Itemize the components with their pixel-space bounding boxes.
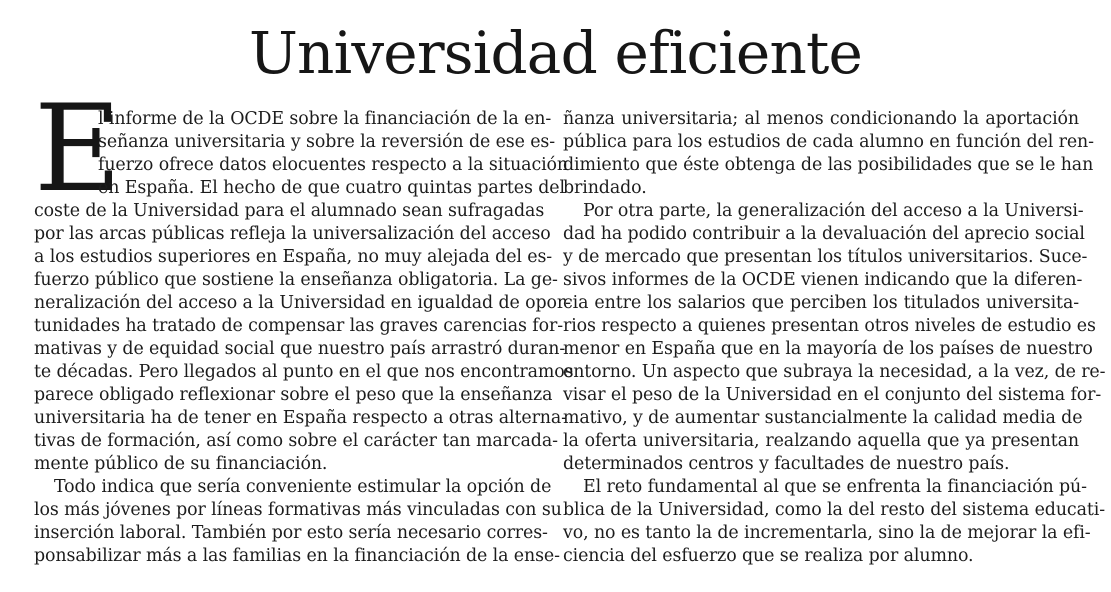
text-line: determinados centros y facultades de nuestro país. (563, 454, 1010, 474)
text-line: neralización del acceso a la Universidad en igualdad de opor- (34, 293, 571, 313)
text-line: Todo indica que sería conveniente estimular la opción de (54, 477, 552, 497)
text-line: ponsabilizar más a las familias en la financiación de la ense- (34, 546, 560, 566)
text-line: coste de la Universidad para el alumnado sean sufragadas (34, 201, 545, 221)
text-line: brindado. (563, 178, 647, 198)
text-line: mativo, y de aumentar sustancialmente la calidad media de (563, 408, 1083, 428)
text-line: universitaria ha de tener en España respecto a otras alterna- (34, 408, 567, 428)
text-line: en España. El hecho de que cuatro quintas partes del (98, 178, 565, 198)
text-line: dad ha podido contribuir a la devaluación del aprecio social (563, 224, 1085, 244)
text-line: ñanza universitaria; al menos condicionando la aportación (563, 109, 1079, 129)
text-line: te décadas. Pero llegados al punto en el que nos encontramos (34, 362, 574, 382)
text-line: fuerzo ofrece datos elocuentes respecto a la situación (98, 155, 569, 175)
article-title: Universidad eficiente (248, 19, 863, 87)
text-line: dimiento que éste obtenga de las posibilidades que se le han (563, 155, 1094, 175)
text-line: menor en España que en la mayoría de los países de nuestro (563, 339, 1093, 359)
text-line: mativas y de equidad social que nuestro país arrastró duran- (34, 339, 566, 359)
text-line: la oferta universitaria, realzando aquella que ya presentan (563, 431, 1079, 451)
text-line: vo, no es tanto la de incrementarla, sino la de mejorar la efi- (563, 523, 1091, 543)
text-line: sivos informes de la OCDE vienen indicando que la diferen- (563, 270, 1083, 290)
text-line: visar el peso de la Universidad en el conjunto del sistema for- (563, 385, 1102, 405)
text-line: y de mercado que presentan los títulos universitarios. Suce- (563, 247, 1088, 267)
text-line: Por otra parte, la generalización del acceso a la Universi- (583, 201, 1084, 221)
text-line: pública para los estudios de cada alumno en función del ren- (563, 132, 1094, 152)
text-line: rios respecto a quienes presentan otros niveles de estudio es (563, 316, 1096, 336)
text-line: mente público de su financiación. (34, 454, 328, 474)
drop-cap: E (34, 80, 122, 219)
text-line: ciencia del esfuerzo que se realiza por alumno. (563, 546, 974, 566)
text-line: los más jóvenes por líneas formativas más vinculadas con su (34, 500, 562, 520)
left-column (34, 80, 574, 568)
text-line: tunidades ha tratado de compensar las graves carencias for- (34, 316, 563, 336)
text-line: blica de la Universidad, como la del resto del sistema educati- (563, 500, 1105, 520)
text-line: a los estudios superiores en España, no muy alejada del es- (34, 247, 553, 267)
text-line: cia entre los salarios que perciben los titulados universita- (563, 293, 1079, 313)
text-line: l informe de la OCDE sobre la financiación de la en- (98, 109, 552, 129)
right-column (563, 108, 1106, 568)
text-line: tivas de formación, así como sobre el carácter tan marcada- (34, 431, 558, 451)
text-line: fuerzo público que sostiene la enseñanza obligatoria. La ge- (34, 270, 558, 290)
text-line: entorno. Un aspecto que subraya la necesidad, a la vez, de re- (563, 362, 1106, 382)
text-line: El reto fundamental al que se enfrenta la financiación pú- (583, 477, 1087, 497)
text-line: parece obligado reflexionar sobre el peso que la enseñanza (34, 385, 553, 405)
text-line: inserción laboral. También por esto sería necesario corres- (34, 523, 548, 543)
text-line: por las arcas públicas refleja la universalización del acceso (34, 224, 551, 244)
text-line: señanza universitaria y sobre la reversión de ese es- (98, 132, 556, 152)
